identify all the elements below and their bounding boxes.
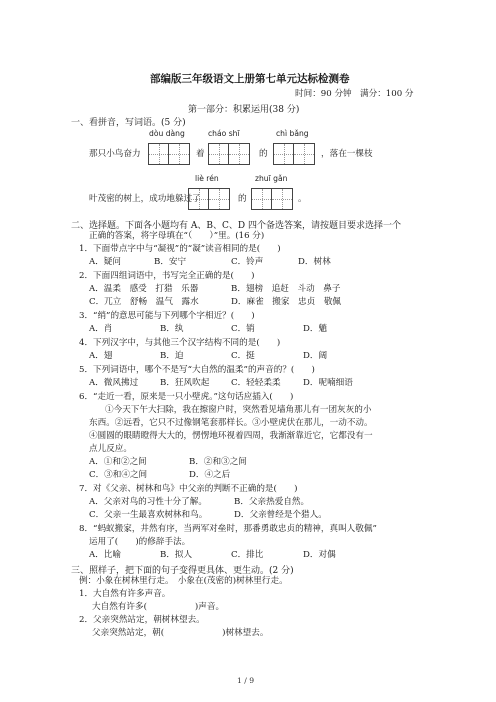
q2-2-option-b[interactable]: B．翅榜 追赶 斗动 鼻子 [231,284,341,294]
q2-5-option-c[interactable]: C．轻轻柔柔 [231,378,281,388]
q2-5-option-b[interactable]: B．狂风吹起 [160,378,210,388]
answer-box-zhuigan[interactable] [251,188,293,210]
q2-8-stem-line2: 运用了( )的修辞手法。 [89,537,191,547]
q2-6-option-b[interactable]: B．②和③之间 [189,457,247,467]
q2-3-option-b[interactable]: B．纨 [160,324,184,334]
page-number: 1 / 9 [237,676,255,685]
q2-8-stem: 8．“蚂蚁搬家，井然有序，当两军对垒时，那番勇敢忠贞的精神，真叫人敬佩” [79,524,377,534]
q3-title: 三、照样子，把下面的句子变得更具体、更生动。(2 分) [71,566,294,576]
q2-6-passage-line: ①今天下午大扫除，我在擦窗户时，突然看见墙角那儿有一团灰灰的小 [105,405,372,415]
q2-1-option-c[interactable]: C．铃声 [231,257,264,267]
q2-7-stem: 7．对《父亲、树林和鸟》中父亲的判断不正确的是( ) [79,484,298,494]
q2-4-option-b[interactable]: B．迫 [160,351,184,361]
q2-7-option-b[interactable]: B．父亲热爱自然。 [234,497,310,507]
page-title: 部编版三年级语文上册第七单元达标检测卷 [150,73,350,85]
q3-sentence-2: 2．父亲突然站定，朝树林望去。 [79,615,205,625]
q1-title: 一、看拼音，写词语。(5 分) [71,118,186,128]
q2-3-option-a[interactable]: A．肖 [89,324,113,334]
q2-6-passage-line: 点儿反应。 [89,444,132,454]
pinyin-chibang: chì bǎng [276,129,309,138]
answer-box-chaoshi[interactable] [208,143,250,165]
q2-6-option-a[interactable]: A．①和②之间 [89,457,147,467]
q2-8-option-c[interactable]: C．排比 [231,550,264,560]
q2-8-option-a[interactable]: A．比喻 [89,550,121,560]
pinyin-zhuigan: zhuī gǎn [255,174,288,183]
q3-example: 例：小象在树林里行走。 小象在(茂密的)树林里行走。 [79,576,288,586]
q3-sentence-1: 1．大自然有许多声音。 [79,589,171,599]
q2-2-option-c[interactable]: C．兀立 舒畅 温气 露水 [89,297,199,307]
q2-5-stem: 5．下列词语中，哪个不是写“大自然的温柔”的声音的？( ) [79,365,315,375]
q3-s2-suffix: )树林望去。 [222,628,269,638]
q2-1-option-d[interactable]: D．树林 [298,257,331,267]
q3-s1-suffix: )声音。 [194,602,225,612]
q2-title: 二、选择题。下面各小题均有 A、B、C、D 四个备选答案，请按题目要求选择一个 [71,221,401,231]
q2-6-stem: 6．“走近一看，原来是一只小壁虎。”这句话应插入( ) [79,392,294,402]
answer-box-chibang[interactable] [273,143,315,165]
q1-line2-a: 叶茂密的树上，成功地躲过了 [89,194,201,204]
q3-sentence-1-answer[interactable] [92,602,224,613]
q2-5-option-d[interactable]: D．呢喃细语 [303,378,353,388]
q2-3-stem: 3．“绡”的意思可能与下列哪个字相近？( ) [79,311,255,321]
exam-time: 时间：90 分钟 [295,89,352,99]
q3-sentence-2-answer[interactable] [92,628,268,639]
pinyin-lieren: liè rén [195,174,219,183]
q2-3-option-d[interactable]: D．魈 [303,324,328,334]
q2-7-option-d[interactable]: D．父亲曾经是个猎人。 [234,510,327,520]
q3-s2-prefix: 父亲突然站定，朝( [92,628,165,638]
q2-4-option-a[interactable]: A．翅 [89,351,113,361]
part1-heading: 第一部分：积累运用(38 分) [188,105,300,115]
q2-8-option-d[interactable]: D．对偶 [303,550,336,560]
q2-8-option-b[interactable]: B．拟人 [160,550,193,560]
q2-2-stem: 2．下面四组词语中，书写完全正确的是( ) [79,271,255,281]
q1-line1-d: ，落在一棵枝 [321,149,373,159]
q2-title-line2: 正确的答案，将字母填在“（ ）”里。(16 分) [89,231,265,241]
q2-5-option-a[interactable]: A．微风拂过 [89,378,139,388]
q2-6-option-c[interactable]: C．③和④之间 [89,470,148,480]
q2-4-stem: 4．下列汉字中，与其他三个汉字结构不同的是( ) [79,338,281,348]
q1-line2-b: 的 [238,194,247,204]
answer-box-lieren[interactable] [188,188,230,210]
exam-score: 满分：100 分 [360,89,414,99]
q3-s1-prefix: 大自然有许多( [92,602,147,612]
q2-6-passage-line: ④圆圆的眼睛瞪得大大的，愣愣地环视着四周，我渐渐靠近它，它都没有一 [89,431,373,441]
q1-line1-b: 着 [196,149,205,159]
q2-2-option-a[interactable]: A．温柔 感受 打猎 乐器 [89,284,199,294]
q1-line1-c: 的 [259,149,268,159]
q2-6-passage-line: 东西。②远看，它只不过像钢笔套那样长。③小壁虎伏在那儿，一动不动。 [89,418,373,428]
q2-7-option-a[interactable]: A．父亲对鸟的习性十分了解。 [89,497,207,507]
q1-line1-a: 那只小鸟奋力 [89,149,141,159]
q2-4-option-c[interactable]: C．挺 [231,351,255,361]
q2-4-option-d[interactable]: D．阔 [303,351,328,361]
q2-3-option-c[interactable]: C．销 [231,324,255,334]
q2-6-option-d[interactable]: D．④之后 [189,470,231,480]
q2-7-option-c[interactable]: C．父亲一生最喜欢树林和鸟。 [89,510,208,520]
q2-1-option-a[interactable]: A．疑问 [89,257,121,267]
pinyin-doudang: dòu dàng [149,129,185,138]
q1-line2-c: 。 [298,194,307,204]
q2-1-option-b[interactable]: B．安宁 [154,257,187,267]
answer-box-doudang[interactable] [148,143,190,165]
pinyin-chaoshi: cháo shī [208,129,240,138]
q2-1-stem: 1．下面带点字中与“凝视”的“凝”读音相同的是( ) [79,244,281,254]
q2-2-option-d[interactable]: D．麻雀 搬家 忠贞 敬佩 [231,297,342,307]
